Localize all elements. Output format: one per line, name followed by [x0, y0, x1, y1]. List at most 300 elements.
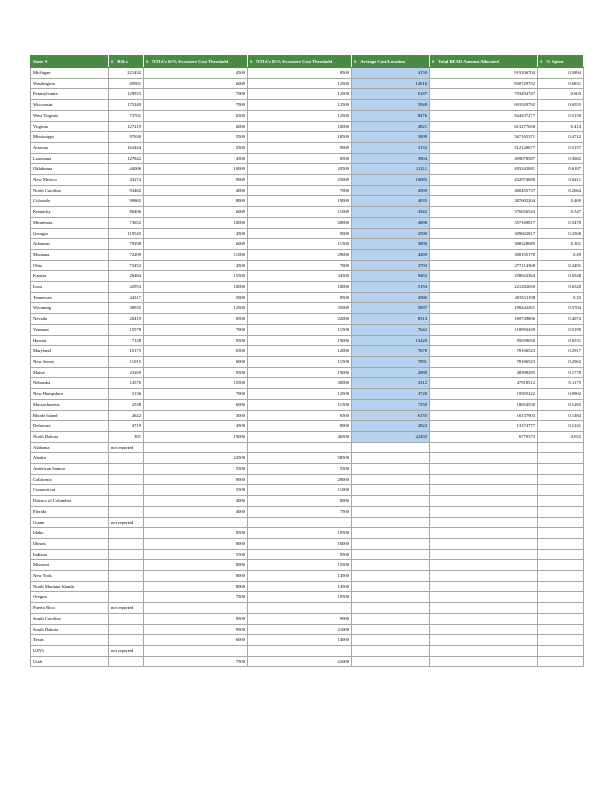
cell-percent-spent[interactable]: 0.6187 — [538, 164, 584, 175]
cell-bsls[interactable]: 14576 — [109, 378, 144, 389]
cell-average-cost[interactable] — [352, 464, 430, 475]
cell-state[interactable]: Massachusetts — [31, 399, 109, 410]
cell-threshold-65[interactable]: 7000 — [144, 324, 248, 335]
cell-total-bead[interactable]: 118993439 — [430, 324, 538, 335]
cell-percent-spent[interactable] — [538, 656, 584, 667]
cell-average-cost[interactable]: 10085 — [352, 175, 430, 186]
cell-bsls[interactable]: 175249 — [109, 100, 144, 111]
cell-average-cost[interactable]: 5809 — [352, 132, 430, 143]
cell-bsls[interactable]: 163444 — [109, 142, 144, 153]
cell-average-cost[interactable]: 7678 — [352, 346, 430, 357]
cell-percent-spent[interactable] — [538, 645, 584, 656]
cell-bsls[interactable] — [109, 571, 144, 582]
cell-average-cost[interactable]: 3904 — [352, 153, 430, 164]
cell-bsls[interactable]: not reported — [109, 442, 144, 453]
cell-threshold-85[interactable]: 11000 — [248, 485, 352, 496]
cell-bsls[interactable]: 5136 — [109, 389, 144, 400]
cell-total-bead[interactable]: 258622364 — [430, 271, 538, 282]
cell-percent-spent[interactable]: 0.1175 — [538, 378, 584, 389]
cell-bsls[interactable] — [109, 506, 144, 517]
cell-threshold-85[interactable]: 25000 — [248, 175, 352, 186]
cell-percent-spent[interactable]: 0.4074 — [538, 314, 584, 325]
cell-bsls[interactable]: 73652 — [109, 217, 144, 228]
cell-bsls[interactable]: 2538 — [109, 399, 144, 410]
cell-average-cost[interactable] — [352, 635, 430, 646]
cell-percent-spent[interactable] — [538, 453, 584, 464]
cell-average-cost[interactable]: 6187 — [352, 89, 430, 100]
cell-bsls[interactable] — [109, 474, 144, 485]
cell-percent-spent[interactable] — [538, 496, 584, 507]
cell-state[interactable]: Maryland — [31, 346, 109, 357]
cell-total-bead[interactable] — [430, 549, 538, 560]
cell-bsls[interactable]: 73701 — [109, 110, 144, 121]
cell-bsls[interactable]: 20419 — [109, 314, 144, 325]
cell-total-bead[interactable]: 613277658 — [430, 121, 538, 132]
cell-total-bead[interactable]: 308328089 — [430, 239, 538, 250]
cell-percent-spent[interactable] — [538, 592, 584, 603]
cell-state[interactable]: North Mariana Islands — [31, 581, 109, 592]
cell-bsls[interactable]: 42953 — [109, 282, 144, 293]
cell-percent-spent[interactable]: 0.6528 — [538, 282, 584, 293]
cell-bsls[interactable]: 11015 — [109, 356, 144, 367]
cell-threshold-85[interactable]: 12500 — [248, 389, 352, 400]
cell-threshold-85[interactable]: 10000 — [248, 121, 352, 132]
cell-total-bead[interactable]: 221282650 — [430, 282, 538, 293]
cell-state[interactable]: Oregon — [31, 592, 109, 603]
cell-total-bead[interactable] — [430, 517, 538, 528]
cell-threshold-85[interactable]: 11500 — [248, 356, 352, 367]
cell-average-cost[interactable] — [352, 581, 430, 592]
cell-percent-spent[interactable]: 0.301 — [538, 239, 584, 250]
column-header-average-cost[interactable] — [352, 56, 430, 68]
cell-threshold-65[interactable]: 6000 — [144, 239, 248, 250]
cell-total-bead[interactable] — [430, 656, 538, 667]
cell-bsls[interactable] — [109, 635, 144, 646]
cell-threshold-65[interactable]: 4500 — [144, 260, 248, 271]
cell-total-bead[interactable] — [430, 506, 538, 517]
cell-percent-spent[interactable] — [538, 581, 584, 592]
cell-threshold-65[interactable]: 8000 — [144, 538, 248, 549]
cell-threshold-85[interactable]: 14500 — [248, 571, 352, 582]
column-header-total-bead[interactable] — [430, 56, 538, 68]
cell-percent-spent[interactable]: 0.603 — [538, 89, 584, 100]
cell-state[interactable]: Idaho — [31, 528, 109, 539]
cell-total-bead[interactable] — [430, 474, 538, 485]
cell-bsls[interactable]: 301 — [109, 431, 144, 442]
cell-total-bead[interactable]: 309602817 — [430, 228, 538, 239]
cell-total-bead[interactable]: 919106704 — [430, 68, 538, 79]
cell-state[interactable]: California — [31, 474, 109, 485]
cell-total-bead[interactable] — [430, 496, 538, 507]
cell-state[interactable]: Illinois — [31, 538, 109, 549]
cell-bsls[interactable]: 119545 — [109, 228, 144, 239]
cell-bsls[interactable]: 2622 — [109, 410, 144, 421]
cell-bsls[interactable]: 73452 — [109, 260, 144, 271]
cell-threshold-65[interactable]: 4000 — [144, 185, 248, 196]
cell-bsls[interactable]: 44317 — [109, 292, 144, 303]
cell-threshold-65[interactable]: 4500 — [144, 421, 248, 432]
cell-threshold-65[interactable]: 3000 — [144, 410, 248, 421]
cell-total-bead[interactable]: 13374777 — [430, 421, 538, 432]
cell-percent-spent[interactable] — [538, 560, 584, 571]
cell-percent-spent[interactable]: 0.547 — [538, 207, 584, 218]
cell-total-bead[interactable]: 78106523 — [430, 346, 538, 357]
cell-total-bead[interactable]: 78106523 — [430, 356, 538, 367]
cell-threshold-85[interactable]: 35000 — [248, 303, 352, 314]
cell-state[interactable]: New Jersey — [31, 356, 109, 367]
cell-bsls[interactable]: 23269 — [109, 367, 144, 378]
cell-threshold-65[interactable]: 9500 — [144, 613, 248, 624]
cell-threshold-65[interactable]: 5000 — [144, 292, 248, 303]
cell-average-cost[interactable] — [352, 560, 430, 571]
cell-threshold-65[interactable]: 12500 — [144, 303, 248, 314]
cell-threshold-65[interactable]: 6000 — [144, 399, 248, 410]
cell-bsls[interactable]: 129933 — [109, 89, 144, 100]
cell-total-bead[interactable] — [430, 538, 538, 549]
cell-average-cost[interactable]: 4569 — [352, 185, 430, 196]
cell-bsls[interactable]: 7128 — [109, 335, 144, 346]
cell-threshold-85[interactable]: 8500 — [248, 153, 352, 164]
cell-average-cost[interactable]: 4342 — [352, 207, 430, 218]
cell-bsls[interactable]: 43274 — [109, 175, 144, 186]
cell-average-cost[interactable] — [352, 549, 430, 560]
cell-threshold-65[interactable]: 8500 — [144, 314, 248, 325]
cell-percent-spent[interactable]: 0.3682 — [538, 153, 584, 164]
cell-state[interactable]: Maine — [31, 367, 109, 378]
cell-average-cost[interactable] — [352, 592, 430, 603]
cell-threshold-85[interactable] — [248, 517, 352, 528]
cell-threshold-85[interactable]: 18000 — [248, 282, 352, 293]
cell-percent-spent[interactable]: 0.5199 — [538, 324, 584, 335]
cell-average-cost[interactable] — [352, 496, 430, 507]
cell-threshold-65[interactable]: 19000 — [144, 431, 248, 442]
cell-total-bead[interactable]: 432974690 — [430, 175, 538, 186]
cell-percent-spent[interactable]: 0.414 — [538, 121, 584, 132]
cell-total-bead[interactable]: 691929792 — [430, 100, 538, 111]
cell-threshold-85[interactable]: 5500 — [248, 464, 352, 475]
cell-percent-spent[interactable] — [538, 603, 584, 614]
cell-threshold-85[interactable]: 12500 — [248, 89, 352, 100]
cell-state[interactable]: Texas — [31, 635, 109, 646]
cell-threshold-85[interactable]: 11500 — [248, 399, 352, 410]
cell-percent-spent[interactable]: 0.1484 — [538, 410, 584, 421]
column-header-bsls[interactable] — [109, 56, 144, 68]
cell-bsls[interactable] — [109, 464, 144, 475]
cell-percent-spent[interactable]: 0.1241 — [538, 421, 584, 432]
cell-threshold-85[interactable]: 14000 — [248, 635, 352, 646]
cell-threshold-65[interactable]: 9500 — [144, 624, 248, 635]
cell-percent-spent[interactable]: 0.5157 — [538, 142, 584, 153]
cell-percent-spent[interactable] — [538, 442, 584, 453]
cell-average-cost[interactable]: 8313 — [352, 314, 430, 325]
cell-percent-spent[interactable]: 0.2917 — [538, 346, 584, 357]
cell-threshold-65[interactable]: 9000 — [144, 474, 248, 485]
cell-state[interactable]: Pennsylvania — [31, 89, 109, 100]
cell-threshold-85[interactable]: 6500 — [248, 410, 352, 421]
cell-total-bead[interactable] — [430, 442, 538, 453]
cell-total-bead[interactable] — [430, 645, 538, 656]
column-header-percent-spent[interactable] — [538, 56, 584, 68]
cell-threshold-65[interactable]: 6000 — [144, 356, 248, 367]
cell-threshold-85[interactable]: 16000 — [248, 538, 352, 549]
cell-total-bead[interactable]: 499078587 — [430, 153, 538, 164]
cell-total-bead[interactable]: 308195178 — [430, 249, 538, 260]
cell-state[interactable]: Michigan — [31, 68, 109, 79]
cell-bsls[interactable]: 99865 — [109, 196, 144, 207]
cell-state[interactable]: Wyoming — [31, 303, 109, 314]
cell-average-cost[interactable]: 13420 — [352, 335, 430, 346]
cell-threshold-85[interactable]: 10500 — [248, 132, 352, 143]
cell-percent-spent[interactable]: 0.1778 — [538, 367, 584, 378]
cell-total-bead[interactable] — [430, 528, 538, 539]
cell-threshold-65[interactable]: 11000 — [144, 249, 248, 260]
cell-average-cost[interactable]: 8476 — [352, 110, 430, 121]
cell-state[interactable]: New Hampshire — [31, 389, 109, 400]
column-header-state[interactable] — [31, 56, 109, 68]
cell-bsls[interactable]: not reported — [109, 645, 144, 656]
cell-percent-spent[interactable]: 0.6555 — [538, 100, 584, 111]
cell-percent-spent[interactable] — [538, 528, 584, 539]
cell-percent-spent[interactable]: 0.25 — [538, 292, 584, 303]
cell-state[interactable]: District of Columbia — [31, 496, 109, 507]
cell-state[interactable]: North Carolina — [31, 185, 109, 196]
cell-average-cost[interactable]: 6155 — [352, 410, 430, 421]
cell-threshold-85[interactable]: 58500 — [248, 453, 352, 464]
cell-bsls[interactable] — [109, 624, 144, 635]
cell-state[interactable]: Kansas — [31, 271, 109, 282]
cell-average-cost[interactable]: 22492 — [352, 431, 430, 442]
cell-state[interactable]: West Virginia — [31, 110, 109, 121]
cell-percent-spent[interactable]: 0.2664 — [538, 185, 584, 196]
cell-state[interactable]: Arizona — [31, 142, 109, 153]
cell-state[interactable]: Nevada — [31, 314, 109, 325]
cell-total-bead[interactable]: 6770373 — [430, 431, 538, 442]
cell-average-cost[interactable]: 3948 — [352, 100, 430, 111]
cell-threshold-85[interactable]: 11500 — [248, 239, 352, 250]
cell-state[interactable]: Washington — [31, 78, 109, 89]
cell-total-bead[interactable] — [430, 603, 538, 614]
cell-threshold-65[interactable]: 6500 — [144, 346, 248, 357]
cell-percent-spent[interactable] — [538, 571, 584, 582]
cell-threshold-65[interactable]: 4500 — [144, 153, 248, 164]
cell-threshold-85[interactable]: 14500 — [248, 581, 352, 592]
cell-threshold-85[interactable]: 12500 — [248, 110, 352, 121]
cell-average-cost[interactable]: 11211 — [352, 164, 430, 175]
cell-state[interactable]: Arkansas — [31, 239, 109, 250]
cell-percent-spent[interactable]: 0.6831 — [538, 78, 584, 89]
cell-average-cost[interactable] — [352, 528, 430, 539]
cell-state[interactable]: New York — [31, 571, 109, 582]
cell-threshold-85[interactable] — [248, 645, 352, 656]
cell-total-bead[interactable]: 387602204 — [430, 196, 538, 207]
cell-threshold-85[interactable]: 8000 — [248, 421, 352, 432]
cell-threshold-65[interactable]: 8000 — [144, 571, 248, 582]
cell-threshold-85[interactable]: 7000 — [248, 260, 352, 271]
cell-bsls[interactable]: 127842 — [109, 153, 144, 164]
cell-percent-spent[interactable] — [538, 538, 584, 549]
cell-percent-spent[interactable]: 0.052 — [538, 431, 584, 442]
cell-total-bead[interactable] — [430, 453, 538, 464]
cell-threshold-85[interactable]: 11500 — [248, 324, 352, 335]
cell-threshold-65[interactable]: 7500 — [144, 656, 248, 667]
cell-bsls[interactable] — [109, 656, 144, 667]
cell-total-bead[interactable]: 48398285 — [430, 367, 538, 378]
cell-bsls[interactable]: 97630 — [109, 132, 144, 143]
cell-bsls[interactable]: 26484 — [109, 271, 144, 282]
cell-threshold-85[interactable]: 7000 — [248, 185, 352, 196]
cell-threshold-65[interactable]: 6000 — [144, 207, 248, 218]
cell-threshold-65[interactable]: 9500 — [144, 335, 248, 346]
cell-percent-spent[interactable] — [538, 474, 584, 485]
cell-average-cost[interactable]: 7091 — [352, 356, 430, 367]
cell-state[interactable]: South Carolina — [31, 613, 109, 624]
cell-total-bead[interactable] — [430, 624, 538, 635]
cell-state[interactable]: Delaware — [31, 421, 109, 432]
cell-threshold-65[interactable]: 4500 — [144, 68, 248, 79]
cell-total-bead[interactable]: 16137903 — [430, 410, 538, 421]
cell-average-cost[interactable]: 3890 — [352, 239, 430, 250]
cell-average-cost[interactable]: 7642 — [352, 324, 430, 335]
cell-bsls[interactable] — [109, 549, 144, 560]
cell-threshold-65[interactable]: 10000 — [144, 164, 248, 175]
cell-threshold-65[interactable]: 6000 — [144, 121, 248, 132]
cell-threshold-65[interactable]: 15500 — [144, 378, 248, 389]
cell-threshold-65[interactable]: 4000 — [144, 496, 248, 507]
cell-state[interactable]: Minnesota — [31, 217, 109, 228]
cell-threshold-65[interactable]: 7500 — [144, 592, 248, 603]
cell-total-bead[interactable]: 376026543 — [430, 207, 538, 218]
cell-average-cost[interactable] — [352, 474, 430, 485]
cell-bsls[interactable]: 221432 — [109, 68, 144, 79]
cell-percent-spent[interactable] — [538, 624, 584, 635]
cell-threshold-85[interactable]: 7500 — [248, 506, 352, 517]
cell-state[interactable]: Nebraska — [31, 378, 109, 389]
cell-threshold-65[interactable]: 8500 — [144, 528, 248, 539]
cell-bsls[interactable]: 15578 — [109, 324, 144, 335]
cell-bsls[interactable]: not reported — [109, 517, 144, 528]
cell-total-bead[interactable]: 47918512 — [430, 378, 538, 389]
cell-threshold-85[interactable]: 9000 — [248, 613, 352, 624]
cell-state[interactable]: Virginia — [31, 121, 109, 132]
cell-state[interactable]: Utah — [31, 656, 109, 667]
cell-percent-spent[interactable]: 0.5548 — [538, 271, 584, 282]
cell-threshold-85[interactable]: 8000 — [248, 496, 352, 507]
cell-average-cost[interactable] — [352, 603, 430, 614]
cell-percent-spent[interactable] — [538, 506, 584, 517]
cell-threshold-65[interactable]: 15500 — [144, 271, 248, 282]
cell-percent-spent[interactable]: 0.1265 — [538, 399, 584, 410]
cell-threshold-85[interactable] — [248, 442, 352, 453]
cell-percent-spent[interactable]: 0.4712 — [538, 132, 584, 143]
cell-state[interactable]: Indiana — [31, 549, 109, 560]
cell-total-bead[interactable]: 493345081 — [430, 164, 538, 175]
cell-state[interactable]: Rhode Island — [31, 410, 109, 421]
cell-state[interactable]: Hawaii — [31, 335, 109, 346]
cell-threshold-85[interactable]: 15500 — [248, 560, 352, 571]
cell-state[interactable]: Wisconsin — [31, 100, 109, 111]
cell-threshold-65[interactable]: 10000 — [144, 217, 248, 228]
cell-percent-spent[interactable] — [538, 464, 584, 475]
cell-state[interactable]: Alaska — [31, 453, 109, 464]
cell-state[interactable]: USVI — [31, 645, 109, 656]
cell-total-bead[interactable]: 512128677 — [430, 142, 538, 153]
cell-average-cost[interactable] — [352, 517, 430, 528]
cell-bsls[interactable]: 86406 — [109, 207, 144, 218]
cell-average-cost[interactable]: 4586 — [352, 292, 430, 303]
cell-threshold-65[interactable]: 8000 — [144, 581, 248, 592]
cell-state[interactable]: Guam — [31, 517, 109, 528]
cell-percent-spent[interactable]: 0.5894 — [538, 68, 584, 79]
cell-total-bead[interactable]: 830729752 — [430, 78, 538, 89]
cell-percent-spent[interactable] — [538, 549, 584, 560]
cell-threshold-65[interactable]: 6500 — [144, 110, 248, 121]
cell-state[interactable]: Missouri — [31, 560, 109, 571]
cell-bsls[interactable] — [109, 496, 144, 507]
cell-threshold-65[interactable] — [144, 645, 248, 656]
cell-percent-spent[interactable]: 0.6531 — [538, 335, 584, 346]
cell-state[interactable]: Oklahoma — [31, 164, 109, 175]
cell-bsls[interactable] — [109, 538, 144, 549]
cell-bsls[interactable] — [109, 528, 144, 539]
cell-average-cost[interactable] — [352, 645, 430, 656]
cell-average-cost[interactable]: 4821 — [352, 121, 430, 132]
cell-state[interactable]: Vermont — [31, 324, 109, 335]
cell-percent-spent[interactable] — [538, 635, 584, 646]
cell-state[interactable]: South Dakota — [31, 624, 109, 635]
cell-average-cost[interactable] — [352, 571, 430, 582]
cell-total-bead[interactable]: 357169817 — [430, 217, 538, 228]
cell-average-cost[interactable]: 4269 — [352, 249, 430, 260]
cell-threshold-85[interactable] — [248, 603, 352, 614]
cell-threshold-85[interactable]: 19000 — [248, 367, 352, 378]
cell-threshold-85[interactable]: 20000 — [248, 474, 352, 485]
cell-bsls[interactable]: 79298 — [109, 239, 144, 250]
cell-threshold-65[interactable]: 5500 — [144, 142, 248, 153]
cell-bsls[interactable] — [109, 581, 144, 592]
cell-percent-spent[interactable]: 0.5478 — [538, 217, 584, 228]
cell-average-cost[interactable] — [352, 656, 430, 667]
cell-threshold-85[interactable]: 19000 — [248, 196, 352, 207]
cell-state[interactable]: New Mexico — [31, 175, 109, 186]
cell-average-cost[interactable]: 4035 — [352, 196, 430, 207]
cell-threshold-85[interactable]: 19500 — [248, 592, 352, 603]
cell-state[interactable]: Tennessee — [31, 292, 109, 303]
cell-threshold-85[interactable]: 9500 — [248, 549, 352, 560]
cell-state[interactable]: Louisiana — [31, 153, 109, 164]
cell-average-cost[interactable] — [352, 538, 430, 549]
cell-average-cost[interactable]: 2590 — [352, 228, 430, 239]
cell-total-bead[interactable]: 203511198 — [430, 292, 538, 303]
cell-state[interactable]: Ohio — [31, 260, 109, 271]
cell-total-bead[interactable] — [430, 571, 538, 582]
cell-percent-spent[interactable] — [538, 613, 584, 624]
cell-percent-spent[interactable] — [538, 517, 584, 528]
cell-threshold-65[interactable]: 4000 — [144, 506, 248, 517]
cell-threshold-65[interactable]: 5500 — [144, 485, 248, 496]
cell-total-bead[interactable] — [430, 560, 538, 571]
column-header-threshold-85[interactable] — [248, 56, 352, 68]
cell-threshold-65[interactable]: 7000 — [144, 89, 248, 100]
cell-total-bead[interactable] — [430, 592, 538, 603]
cell-bsls[interactable]: 72209 — [109, 249, 144, 260]
cell-bsls[interactable]: 38935 — [109, 303, 144, 314]
cell-bsls[interactable]: 44006 — [109, 164, 144, 175]
cell-threshold-85[interactable]: 19500 — [248, 528, 352, 539]
cell-total-bead[interactable]: 169749806 — [430, 314, 538, 325]
cell-average-cost[interactable]: 7350 — [352, 399, 430, 410]
cell-threshold-85[interactable]: 22000 — [248, 314, 352, 325]
cell-threshold-85[interactable]: 12500 — [248, 78, 352, 89]
